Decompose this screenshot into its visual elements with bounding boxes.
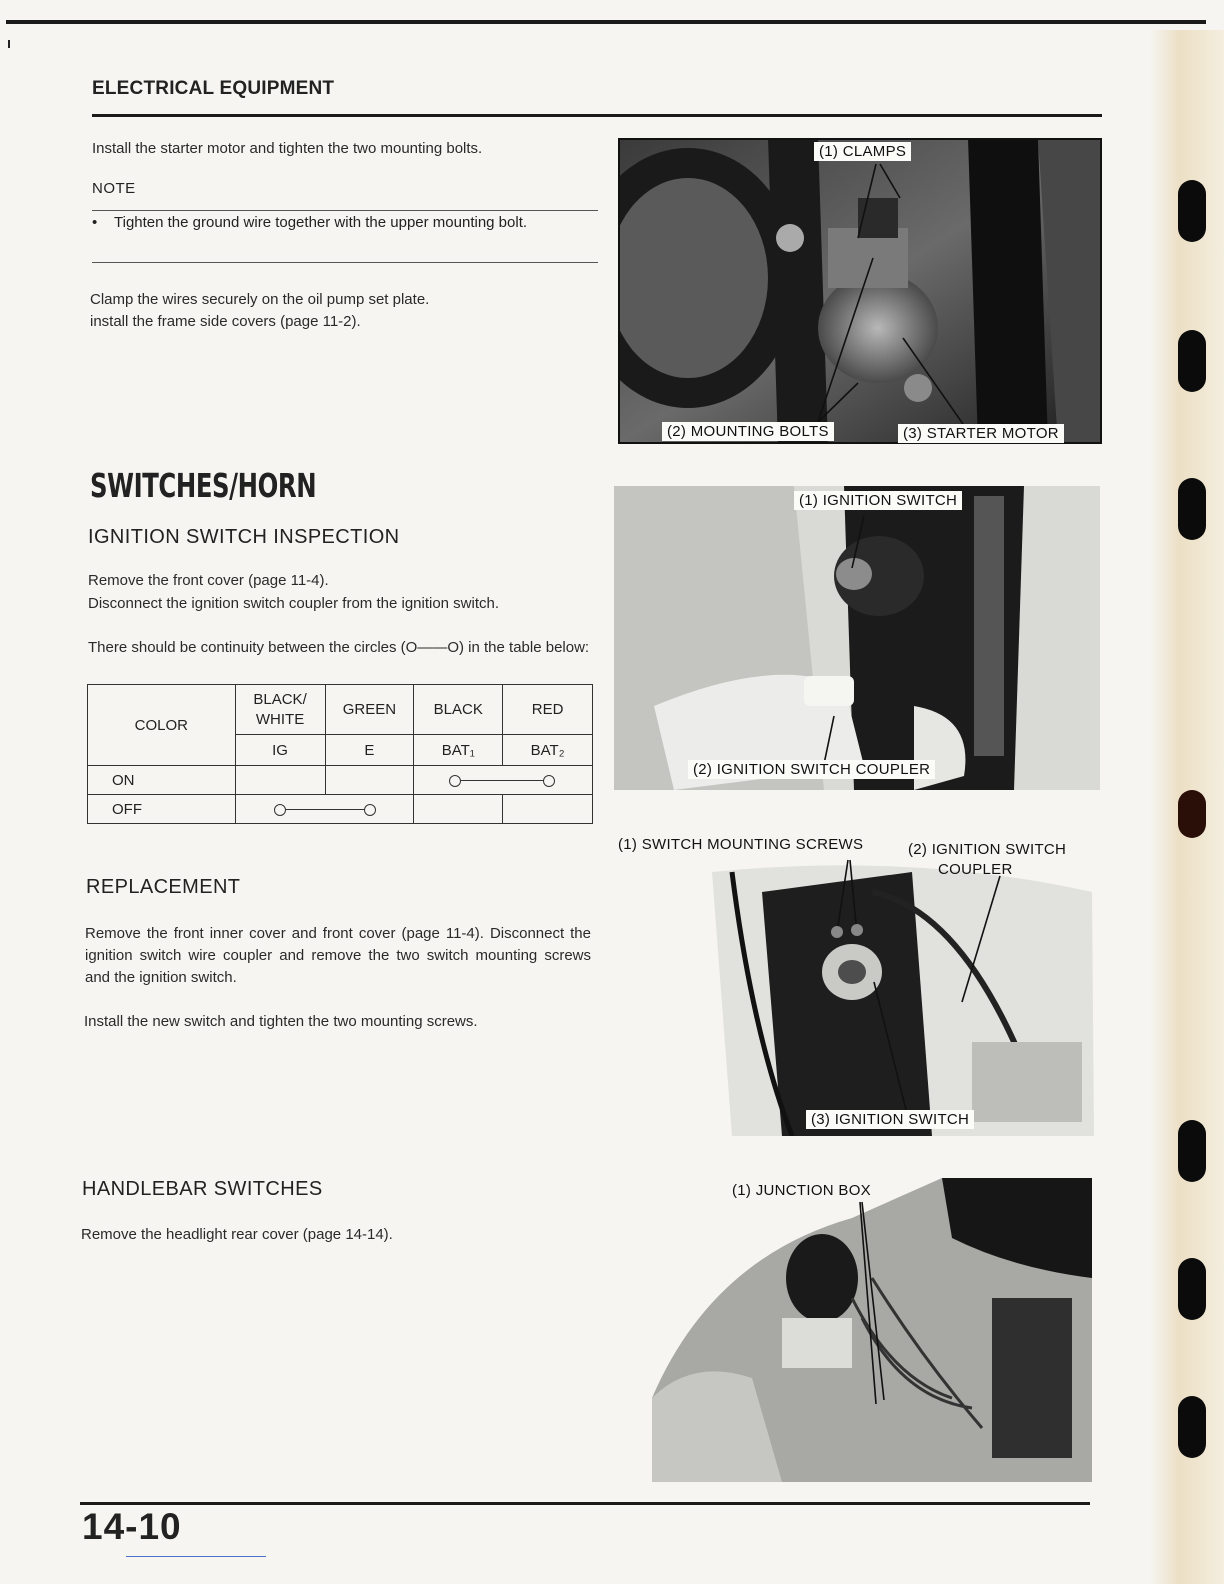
continuity-circle-icon: [543, 775, 555, 787]
table-col-color: RED: [503, 685, 593, 735]
continuity-line: [461, 780, 544, 781]
top-rule: [6, 20, 1206, 24]
clamp-text: Clamp the wires securely on the oil pump set plate.: [90, 291, 430, 308]
photo-ignition-switch-inspection: [614, 486, 1100, 790]
photo-switch-replacement: [612, 832, 1094, 1136]
callout-coupler-continued: COUPLER: [938, 861, 1013, 878]
table-col-terminal: BAT₁: [414, 735, 503, 766]
table-cell: [503, 795, 593, 824]
continuity-line: [286, 809, 366, 810]
table-row-on-label: ON: [88, 766, 236, 795]
continuity-circle-icon: [274, 804, 286, 816]
scan-tick-mark: [8, 40, 10, 48]
ignition-inspection-title: IGNITION SWITCH INSPECTION: [88, 526, 400, 548]
table-col-color: GREEN: [325, 685, 414, 735]
inspection-step-2: Disconnect the ignition switch coupler from the ignition switch.: [88, 595, 500, 612]
ignition-switch-illustration: [614, 486, 1100, 790]
table-cell-on-continuity: [414, 766, 593, 795]
callout-ignition-switch: (1) IGNITION SWITCH: [794, 491, 962, 510]
switch-replacement-illustration: [612, 832, 1094, 1136]
callout-starter-motor: (3) STARTER MOTOR: [898, 424, 1064, 443]
table-cell-off-continuity: [235, 795, 414, 824]
note-divider-top: [92, 210, 598, 211]
continuity-link: [414, 771, 592, 789]
callout-clamps: (1) CLAMPS: [814, 142, 911, 161]
callout-ignition-switch-coupler: (2) IGNITION SWITCH COUPLER: [688, 760, 935, 779]
callout-ignition-switch: (3) IGNITION SWITCH: [806, 1110, 974, 1129]
table-cell: [325, 766, 414, 795]
continuity-circle-icon: [449, 775, 461, 787]
handlebar-para: Remove the headlight rear cover (page 14-14).: [81, 1226, 393, 1243]
footer-rule: [80, 1502, 1090, 1505]
binder-hole: [1178, 1258, 1206, 1320]
replacement-title: REPLACEMENT: [86, 876, 241, 898]
photo-starter-motor: [618, 138, 1102, 444]
inspection-step-3: There should be continuity between the circles (O——O) in the table below:: [88, 639, 590, 656]
binder-hole: [1178, 1120, 1206, 1182]
note-divider-bottom: [92, 262, 598, 263]
table-cell: [414, 795, 503, 824]
replacement-para-2: Install the new switch and tighten the two mounting screws.: [84, 1013, 478, 1030]
table-header-color: COLOR: [88, 685, 236, 766]
table-col-color: BLACK: [414, 685, 503, 735]
replacement-para-1: Remove the front inner cover and front cover (page 11-4). Disconnect the ignition switch wire coupler and remove the two switch mounting screws and the ignition switch.: [85, 925, 591, 986]
note-label: NOTE: [92, 180, 136, 197]
note-bullet: •: [92, 214, 98, 231]
continuity-table: [87, 684, 593, 824]
handlebar-title: HANDLEBAR SWITCHES: [82, 1178, 323, 1200]
continuity-circle-icon: [364, 804, 376, 816]
table-col-color: BLACK/ WHITE: [235, 685, 325, 735]
junction-box-illustration: [652, 1178, 1092, 1482]
binder-hole: [1178, 478, 1206, 540]
continuity-link: [236, 800, 414, 818]
table-row-off-label: OFF: [88, 795, 236, 824]
binder-hole: [1178, 1396, 1206, 1458]
starter-motor-illustration: [618, 138, 1102, 444]
page-number: 14-10: [82, 1506, 182, 1547]
binder-hole: [1178, 330, 1206, 392]
starter-install-text: Install the starter motor and tighten the two mounting bolts.: [92, 140, 483, 157]
note-text: Tighten the ground wire together with the upper mounting bolt.: [114, 214, 528, 231]
table-col-terminal: E: [325, 735, 414, 766]
side-cover-text: install the frame side covers (page 11-2).: [90, 313, 361, 330]
binder-hole: [1178, 180, 1206, 242]
table-col-terminal: BAT₂: [503, 735, 593, 766]
scan-blue-mark: [126, 1556, 266, 1557]
section-header: ELECTRICAL EQUIPMENT: [92, 78, 335, 99]
photo-junction-box: [652, 1178, 1092, 1482]
section-title: SWITCHES/HORN: [90, 466, 317, 505]
inspection-step-1: Remove the front cover (page 11-4).: [88, 572, 329, 589]
binder-hole: [1178, 790, 1206, 838]
table-col-terminal: IG: [235, 735, 325, 766]
callout-mounting-bolts: (2) MOUNTING BOLTS: [662, 422, 834, 441]
header-rule: [92, 114, 1102, 117]
callout-ignition-switch-coupler: (2) IGNITION SWITCH: [908, 841, 1067, 858]
callout-junction-box: (1) JUNCTION BOX: [732, 1182, 871, 1199]
callout-switch-mounting-screws: (1) SWITCH MOUNTING SCREWS: [618, 836, 864, 853]
table-cell: [235, 766, 325, 795]
note-item: [92, 212, 598, 233]
